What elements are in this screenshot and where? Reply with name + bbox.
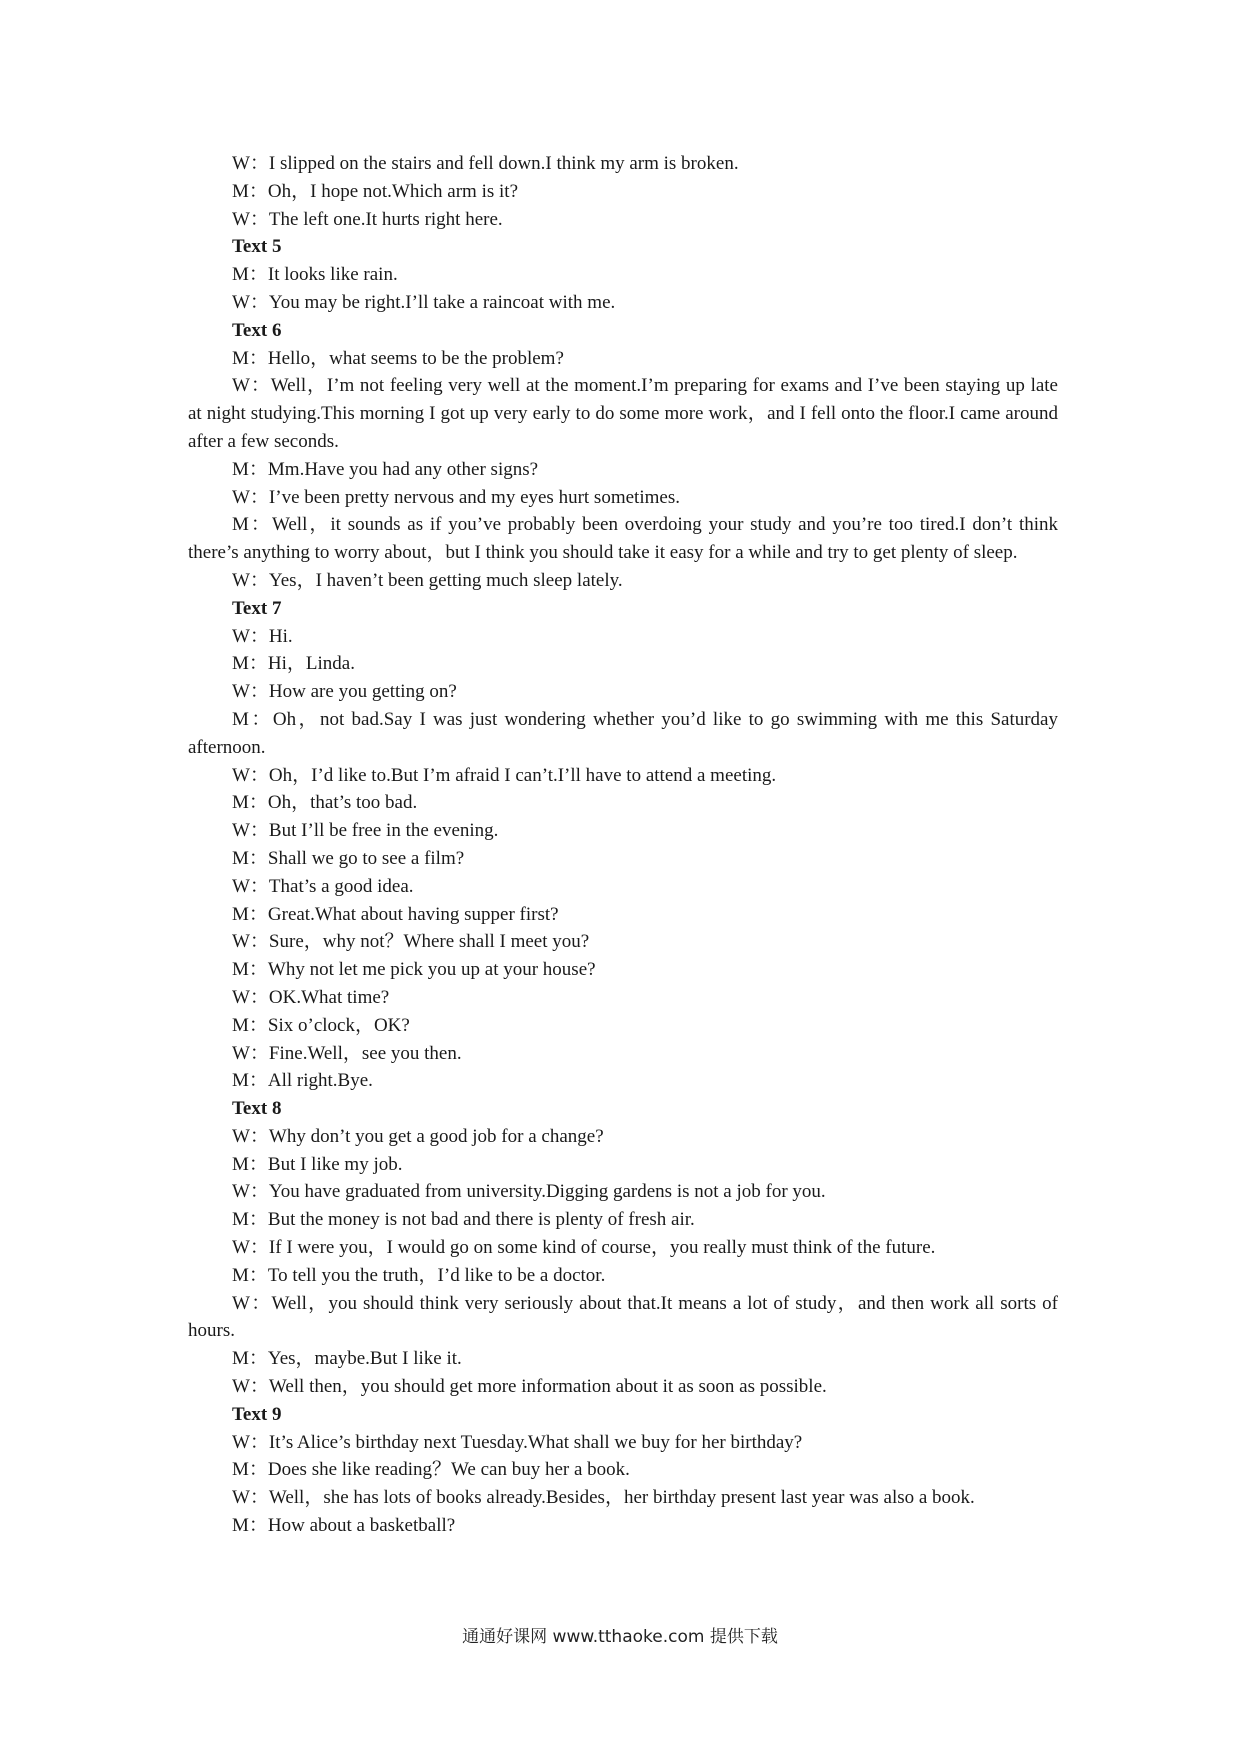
dialogue-line: M：Oh，I hope not.Which arm is it? bbox=[232, 180, 519, 202]
dialogue-line: W：You may be right.I’ll take a raincoat with me. bbox=[232, 291, 616, 313]
dialogue-line: W：But I’ll be free in the evening. bbox=[232, 820, 499, 842]
dialogue-line: M：Does she like reading？We can buy her a book. bbox=[232, 1459, 630, 1481]
dialogue-line: M：How about a basketball? bbox=[232, 1515, 456, 1537]
dialogue-line: W：Fine.Well，see you then. bbox=[232, 1042, 462, 1064]
dialogue-line: W：You have graduated from university.Digging gardens is not a job for you. bbox=[232, 1181, 826, 1203]
dialogue-line: M：Great.What about having supper first? bbox=[232, 903, 559, 925]
dialogue-line: W：I slipped on the stairs and fell down.I think my arm is broken. bbox=[232, 153, 739, 174]
dialogue-line: M：Why not let me pick you up at your house? bbox=[232, 959, 596, 981]
dialogue-line: M：Well，it sounds as if you’ve probably been overdoing your study and you’re too tired.I don’t think there’s anything to worry about，but I think you should take it easy for a while and try to get plenty of sleep. bbox=[188, 514, 1058, 564]
dialogue-line: W：Hi. bbox=[232, 625, 293, 647]
section-heading: Text 5 bbox=[232, 236, 282, 258]
dialogue-line: W：Well，she has lots of books already.Besides，her birthday present last year was also a book. bbox=[232, 1487, 975, 1509]
section-heading: Text 7 bbox=[232, 597, 282, 619]
dialogue-line: M：Mm.Have you had any other signs? bbox=[232, 458, 539, 480]
dialogue-line: M：All right.Bye. bbox=[232, 1070, 373, 1092]
dialogue-line: W：If I were you，I would go on some kind of course，you really must think of the future. bbox=[232, 1237, 936, 1259]
transcript-body bbox=[188, 150, 1058, 1540]
dialogue-line: M：Oh，that’s too bad. bbox=[232, 792, 418, 814]
dialogue-line: W：Why don’t you get a good job for a change? bbox=[232, 1125, 604, 1147]
dialogue-line: M：Yes，maybe.But I like it. bbox=[232, 1348, 462, 1370]
dialogue-line: W：The left one.It hurts right here. bbox=[232, 208, 503, 230]
section-heading: Text 6 bbox=[232, 319, 282, 341]
section-heading: Text 8 bbox=[232, 1098, 282, 1120]
dialogue-line: W：That’s a good idea. bbox=[232, 875, 414, 897]
dialogue-line: M：But I like my job. bbox=[232, 1153, 403, 1175]
dialogue-line: W：Oh，I’d like to.But I’m afraid I can’t.I’ll have to attend a meeting. bbox=[232, 764, 777, 786]
dialogue-line: W：Sure，why not？Where shall I meet you? bbox=[232, 931, 590, 953]
dialogue-line: W：How are you getting on? bbox=[232, 681, 457, 703]
dialogue-line: M：But the money is not bad and there is plenty of fresh air. bbox=[232, 1209, 695, 1231]
dialogue-line: M：Six o’clock，OK? bbox=[232, 1014, 410, 1036]
dialogue-line: M：Oh，not bad.Say I was just wondering whether you’d like to go swimming with me this Saturday afternoon. bbox=[188, 708, 1058, 758]
dialogue-line: M：Shall we go to see a film? bbox=[232, 847, 465, 869]
dialogue-line: W：It’s Alice’s birthday next Tuesday.What shall we buy for her birthday? bbox=[232, 1431, 803, 1453]
dialogue-line: W：Well，I’m not feeling very well at the moment.I’m preparing for exams and I’ve been staying up late at night studying.This morning I got up very early to do some more work，and I fell onto the floor.I came around after a few seconds. bbox=[188, 375, 1058, 452]
dialogue-line: W：Yes，I haven’t been getting much sleep lately. bbox=[232, 569, 623, 591]
dialogue-line: W：Well then，you should get more information about it as soon as possible. bbox=[232, 1376, 827, 1398]
dialogue-line: M：It looks like rain. bbox=[232, 264, 398, 286]
dialogue-line: W：OK.What time? bbox=[232, 986, 390, 1008]
page-footer: 通通好课网 www.tthaoke.com 提供下载 bbox=[462, 1627, 778, 1647]
dialogue-line: M：Hello，what seems to be the problem? bbox=[232, 347, 564, 369]
section-heading: Text 9 bbox=[232, 1403, 282, 1425]
dialogue-line: W：I’ve been pretty nervous and my eyes hurt sometimes. bbox=[232, 486, 680, 508]
dialogue-line: W：Well，you should think very seriously about that.It means a lot of study，and then work all sorts of hours. bbox=[188, 1292, 1058, 1342]
dialogue-line: M：To tell you the truth，I’d like to be a doctor. bbox=[232, 1264, 606, 1286]
dialogue-line: M：Hi，Linda. bbox=[232, 653, 355, 675]
